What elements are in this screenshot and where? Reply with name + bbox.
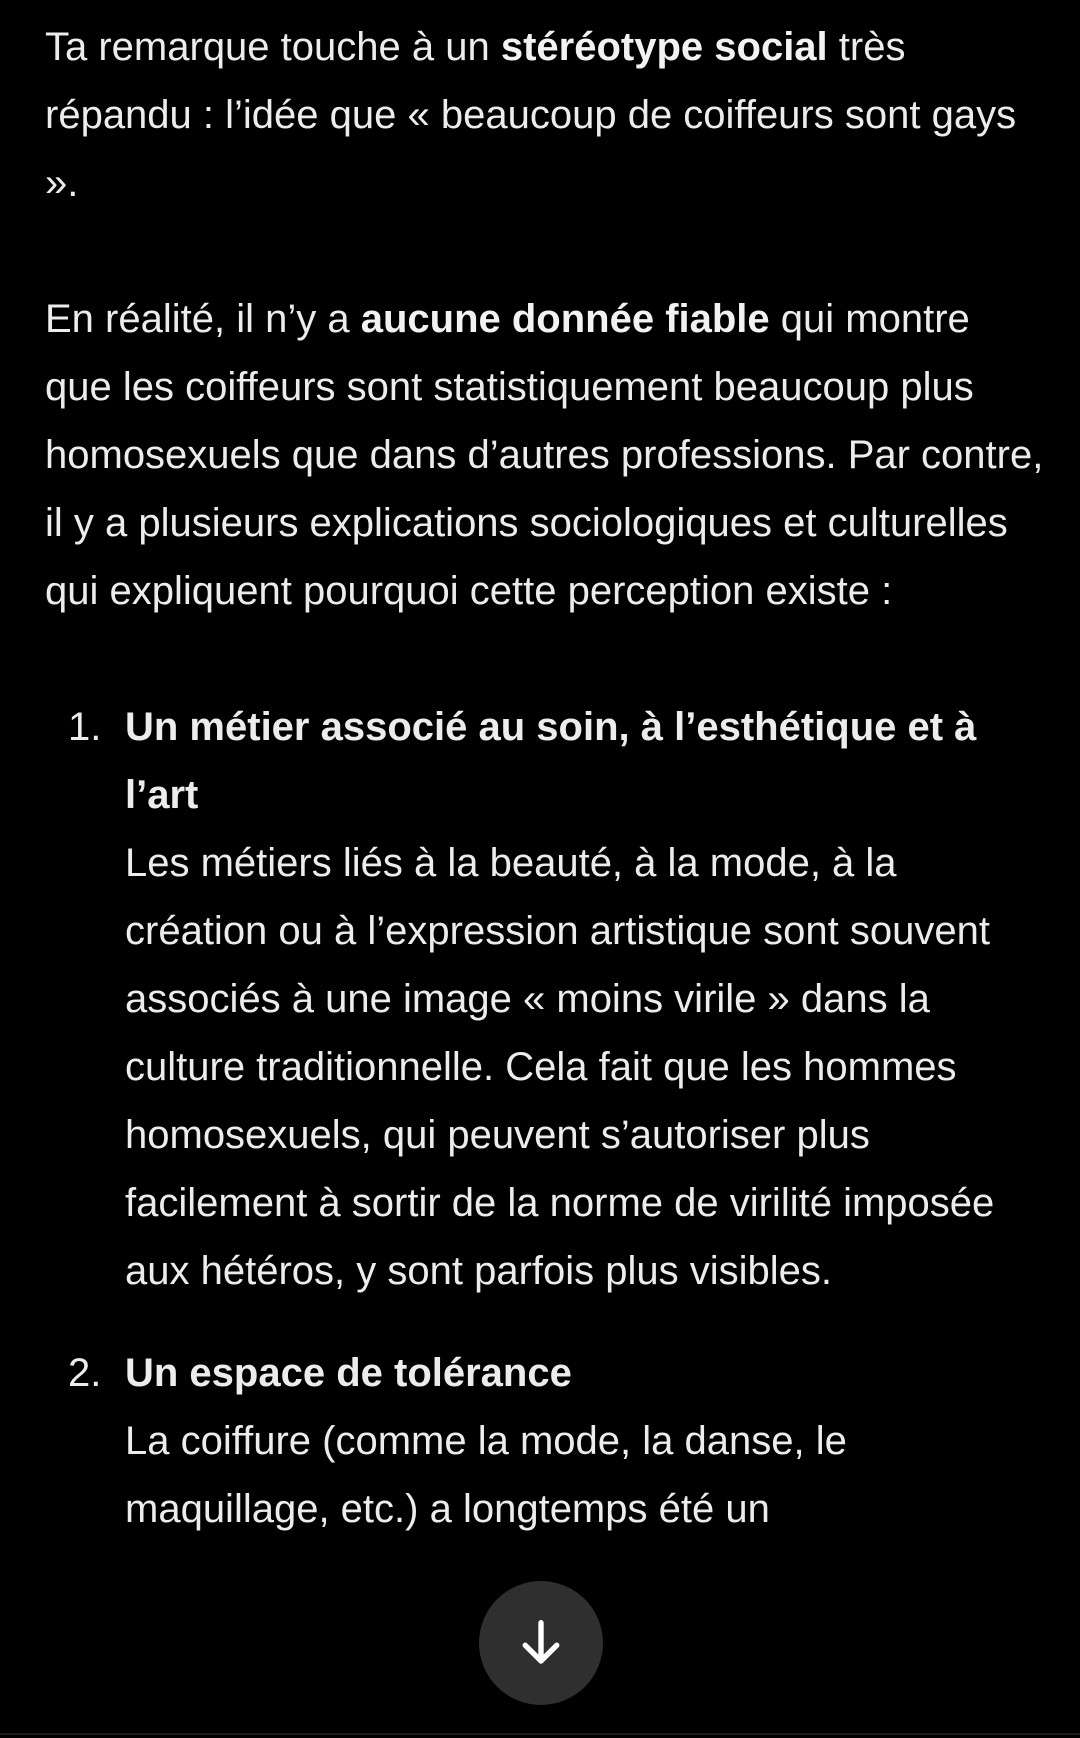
list-item — [45, 693, 1045, 1305]
intro-text: Ta remarque touche à un — [45, 25, 501, 69]
list-item-title: Un espace de tolérance — [125, 1351, 572, 1395]
second-text-end: qui montre que les coiffeurs sont statistiquement beaucoup plus homosexuels que dans d’autres professions. Par contre, il y a plusieurs explications sociologiques et culturelles qui expliquent pourquoi cette perception existe : — [45, 297, 1044, 613]
second-text: En réalité, il n’y a — [45, 297, 361, 341]
list-item-body: Les métiers liés à la beauté, à la mode, à la création ou à l’expression artistique sont souvent associés à une image « moins virile » dans la culture traditionnelle. Cela fait que les hommes homosexuels, qui peuvent s’autoriser plus facilement à sortir de la norme de virilité imposée aux hétéros, y sont parfois plus visibles. — [125, 841, 995, 1293]
list-item-title: Un métier associé au soin, à l’esthétique et à l’art — [125, 705, 977, 817]
list-item-number: 2. — [68, 1351, 102, 1395]
second-paragraph — [45, 285, 1045, 625]
intro-paragraph — [45, 13, 1045, 217]
list-item — [45, 1339, 1045, 1543]
divider — [0, 1733, 1080, 1735]
arrow-down-icon — [514, 1616, 568, 1670]
list-item-number: 1. — [68, 705, 102, 749]
second-bold-text: aucune donnée fiable — [360, 297, 770, 341]
explanations-list — [45, 693, 1045, 1543]
scroll-to-bottom-button[interactable] — [479, 1581, 603, 1705]
assistant-message — [45, 13, 1045, 1543]
intro-text-end: très répandu : l’idée que « beaucoup de coiffeurs sont gays ». — [45, 25, 1017, 205]
intro-bold-text: stéréotype social — [500, 25, 828, 69]
list-item-body: La coiffure (comme la mode, la danse, le maquillage, etc.) a longtemps été un — [125, 1419, 847, 1531]
